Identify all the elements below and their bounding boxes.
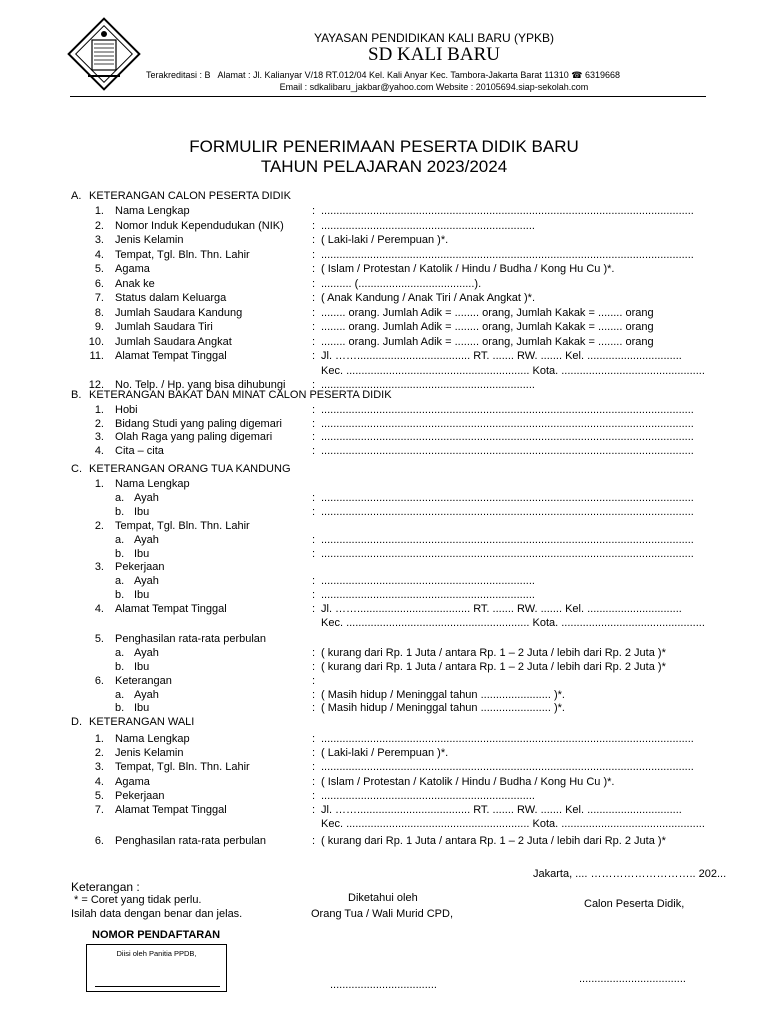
row-colon: : [312,404,316,416]
note-fill: Isilah data dengan benar dan jelas. [71,908,243,920]
row-number: 3. [94,431,104,444]
row-number: 4. [94,775,104,788]
row-sub-letter: a. [115,575,125,588]
row-number: 2. [94,219,104,232]
foundation-name: YAYASAN PENDIDIKAN KALI BARU (YPKB) [313,31,555,45]
row-sub-letter: b. [115,660,125,673]
row-colon: : [312,702,316,715]
phone-icon: ☎ [571,70,583,80]
row-number: 4. [94,248,104,261]
row-label: Nama Lengkap [115,733,190,745]
row-sub-letter: b. [115,589,125,602]
row-sub-letter: a. [115,688,125,701]
row-colon: : [312,205,316,217]
row-sub-letter: a. [115,646,125,659]
row-value-field[interactable]: Jl. ……..................................... RT. ....... RW. ....... Kel. ............................... [321,603,682,616]
row-number: 1. [94,733,104,745]
row-number: 5. [94,789,104,802]
row-colon: : [312,775,316,788]
row-label: Pekerjaan [115,789,165,802]
section-letter: B. [71,389,82,401]
row-sub-label: Ayah [134,491,159,504]
row-value-field[interactable]: ........ orang. Jumlah Adik = ........ orang, Jumlah Kakak = ........ orang [321,335,654,348]
row-value-field[interactable]: .......................................................................................................................... [321,491,694,504]
row-value-field[interactable]: Kec. ............................................................ Kota. ............................................... [321,364,705,377]
row-value-field[interactable]: ( Islam / Protestan / Katolik / Hindu / Budha / Kong Hu Cu )*. [321,775,615,788]
row-colon: : [312,491,316,504]
section-title: KETERANGAN ORANG TUA KANDUNG [89,463,291,475]
row-label: Tempat, Tgl. Bln. Thn. Lahir [115,519,250,532]
row-value-field[interactable]: .......................................................................................................................... [321,547,694,560]
row-value-field[interactable]: .......................................................................................................................... [321,404,694,416]
row-label: Agama [115,263,150,275]
row-number: 3. [94,561,104,574]
row-value-field[interactable]: ...................................................................... [321,575,535,588]
row-colon: : [312,533,316,546]
row-colon: : [312,379,316,391]
row-number: 2. [94,747,104,760]
row-colon: : [312,646,316,659]
parent-signature-line: ................................... [330,979,437,991]
row-label: Agama [115,775,150,788]
row-value-field[interactable]: ( kurang dari Rp. 1 Juta / antara Rp. 1 – 2 Juta / lebih dari Rp. 2 Juta )* [321,646,666,659]
row-colon: : [312,445,316,458]
row-label: Pekerjaan [115,561,165,574]
row-number: 8. [94,306,104,319]
row-colon: : [312,660,316,673]
form-title: FORMULIR PENERIMAAN PESERTA DIDIK BARU [189,137,579,156]
section-heading [71,190,291,202]
row-label: Penghasilan rata-rata perbulan [115,835,267,848]
row-sub-letter: a. [115,491,125,504]
row-colon: : [312,234,316,246]
row-number: 1. [94,478,104,490]
row-number: 4. [94,603,104,616]
row-value-field[interactable]: .......................................................................................................................... [321,733,694,745]
school-address: Alamat : Jl. Kalianyar V/18 RT.012/04 Kel. Kali Anyar Kec. Tambora-Jakarta Barat 11310 [217,70,569,80]
row-number: 11. [89,350,104,362]
row-colon: : [312,292,316,304]
row-colon: : [312,306,316,319]
row-colon: : [312,688,316,701]
row-label: Alamat Tempat Tinggal [115,804,227,816]
row-colon: : [312,835,316,848]
row-value-field[interactable]: ( Anak Kandung / Anak Tiri / Anak Angkat )*. [321,292,536,304]
school-name: SD KALI BARU [368,44,500,65]
row-value-field[interactable]: .......................................................................................................................... [321,445,694,458]
row-sub-label: Ayah [134,533,159,546]
row-value-field[interactable]: ...................................................................... [321,219,535,232]
section-heading [71,463,291,475]
row-value-field[interactable]: Kec. ............................................................ Kota. ............................................... [321,617,705,629]
row-label: Jumlah Saudara Tiri [115,321,213,333]
row-label: Jenis Kelamin [115,747,184,760]
row-number: 5. [94,263,104,275]
row-value-field[interactable]: ( kurang dari Rp. 1 Juta / antara Rp. 1 – 2 Juta / lebih dari Rp. 2 Juta )* [321,660,666,673]
row-colon: : [312,733,316,745]
row-label: Jumlah Saudara Kandung [115,306,243,319]
row-label: Anak ke [115,277,155,290]
row-colon: : [312,248,316,261]
row-sub-label: Ibu [134,702,150,715]
candidate-signature-line: ................................... [579,973,686,985]
row-value-field[interactable]: .......................................................................................................................... [321,505,694,518]
school-contact: Email : sdkalibaru_jakbar@yahoo.com Website : 20105694.siap-sekolah.com [279,82,589,92]
registration-number-title: NOMOR PENDAFTARAN [92,929,221,941]
row-colon: : [312,321,316,333]
school-info [146,70,666,81]
row-sub-label: Ibu [134,547,150,560]
row-value-field[interactable]: .......................................................................................................................... [321,431,694,444]
row-value-field[interactable]: .......... (......................................). [321,277,482,290]
row-number: 6. [94,674,104,687]
section-heading [71,716,194,728]
registration-number-box [86,944,227,992]
known-by: Diketahui oleh [348,892,418,904]
notes-title: Keterangan : [71,880,140,894]
row-value-field[interactable]: ( kurang dari Rp. 1 Juta / antara Rp. 1 – 2 Juta / lebih dari Rp. 2 Juta )* [321,835,666,848]
row-value-field[interactable]: .......................................................................................................................... [321,205,694,217]
row-value-field[interactable]: Jl. ……..................................... RT. ....... RW. ....... Kel. ............................... [321,804,682,816]
row-colon: : [312,219,316,232]
section-title: KETERANGAN WALI [89,716,195,728]
row-value-field[interactable]: .......................................................................................................................... [321,761,694,774]
row-label: Penghasilan rata-rata perbulan [115,632,267,645]
row-colon: : [312,417,316,430]
row-number: 1. [94,404,104,416]
row-colon: : [312,789,316,802]
row-sub-label: Ibu [134,505,150,518]
row-colon: : [312,804,316,816]
row-label: Jenis Kelamin [115,234,184,246]
row-number: 12. [88,379,104,391]
row-colon: : [312,603,316,616]
row-colon: : [312,263,316,275]
row-value-field[interactable]: ( Masih hidup / Meninggal tahun ....................... )*. [321,688,565,701]
row-label: Alamat Tempat Tinggal [115,603,227,616]
row-value-field[interactable]: ........ orang. Jumlah Adik = ........ orang, Jumlah Kakak = ........ orang [321,321,654,333]
row-value-field[interactable]: ........ orang. Jumlah Adik = ........ orang, Jumlah Kakak = ........ orang [321,306,654,319]
row-colon: : [312,589,316,602]
row-sub-label: Ayah [134,575,159,588]
row-sub-label: Ayah [134,646,159,659]
row-number: 10. [88,335,104,348]
row-number: 2. [94,417,104,430]
row-label: Nomor Induk Kependudukan (NIK) [115,219,284,232]
row-label: Nama Lengkap [115,478,190,490]
row-value-field[interactable]: .......................................................................................................................... [321,417,694,430]
row-colon: : [312,277,316,290]
row-value-field[interactable]: ( Laki-laki / Perempuan )*. [321,747,449,760]
row-number: 3. [94,234,104,246]
row-label: Jumlah Saudara Angkat [115,335,232,348]
row-colon: : [312,575,316,588]
row-label: Cita – cita [115,445,164,458]
row-value-field[interactable]: ( Masih hidup / Meninggal tahun ....................... )*. [321,702,565,715]
school-phone: 6319668 [585,70,621,80]
note-strike: * = Coret yang tidak perlu. [74,894,202,906]
row-label: Tempat, Tgl. Bln. Thn. Lahir [115,761,250,774]
row-label: Alamat Tempat Tinggal [115,350,227,362]
row-label: Tempat, Tgl. Bln. Thn. Lahir [115,248,250,261]
row-value-field[interactable]: ...................................................................... [321,789,535,802]
section-letter: A. [71,190,82,202]
row-sub-label: Ibu [134,589,150,602]
row-number: 3. [94,761,104,774]
row-value-field[interactable]: Jl. ……..................................... RT. ....... RW. ....... Kel. ............................... [321,350,682,362]
form-subtitle: TAHUN PELAJARAN 2023/2024 [260,157,508,176]
row-label: Hobi [115,404,138,416]
candidate-signature-label: Calon Peserta Didik, [584,898,685,910]
row-label: Bidang Studi yang paling digemari [115,417,282,430]
row-value-field[interactable]: .......................................................................................................................... [321,248,694,261]
row-number: 4. [94,445,104,458]
row-colon: : [312,505,316,518]
row-colon: : [312,431,316,444]
row-number: 6. [94,835,104,848]
row-colon: : [312,761,316,774]
row-value-field[interactable]: Kec. ............................................................ Kota. ............................................... [321,818,705,831]
row-value-field[interactable]: ...................................................................... [321,379,535,391]
row-number: 6. [94,277,104,290]
section-letter: D. [71,716,82,728]
row-sub-letter: b. [115,702,125,715]
registration-box-note: Diisi oleh Panitia PPDB, [116,949,197,958]
registration-number-line [95,986,220,987]
parent-signature-label: Orang Tua / Wali Murid CPD, [311,908,454,920]
row-number: 1. [94,205,104,217]
row-number: 5. [94,632,104,645]
row-value-field[interactable]: .......................................................................................................................... [321,533,694,546]
row-colon: : [312,674,316,687]
row-sub-label: Ayah [134,688,159,701]
row-label: Status dalam Keluarga [115,292,227,304]
date-line: Jakarta, .... ……………………….. 202... [533,868,727,880]
row-colon: : [312,547,316,560]
row-value-field[interactable]: ...................................................................... [321,589,535,602]
section-title: KETERANGAN BAKAT DAN MINAT CALON PESERTA DIDIK [89,389,392,401]
row-label: Nama Lengkap [115,205,190,217]
row-colon: : [312,747,316,760]
row-label: Olah Raga yang paling digemari [115,431,273,444]
accreditation: Terakreditasi : B [146,70,211,80]
row-value-field[interactable]: ( Islam / Protestan / Katolik / Hindu / Budha / Kong Hu Cu )*. [321,263,615,275]
row-number: 9. [94,321,104,333]
row-label: Keterangan [115,674,172,687]
section-title: KETERANGAN CALON PESERTA DIDIK [89,190,291,202]
row-label: No. Telp. / Hp. yang bisa dihubungi [115,379,286,391]
section-letter: C. [71,463,82,475]
row-number: 2. [94,519,104,532]
row-colon: : [312,350,316,362]
row-number: 7. [94,804,104,816]
header-divider [70,96,706,97]
row-number: 7. [94,292,104,304]
row-sub-letter: b. [115,547,125,560]
row-sub-letter: b. [115,505,125,518]
row-sub-label: Ibu [134,660,150,673]
row-sub-letter: a. [115,533,125,546]
row-value-field[interactable]: ( Laki-laki / Perempuan )*. [321,234,449,246]
section-heading [71,389,392,401]
row-colon: : [312,335,316,348]
